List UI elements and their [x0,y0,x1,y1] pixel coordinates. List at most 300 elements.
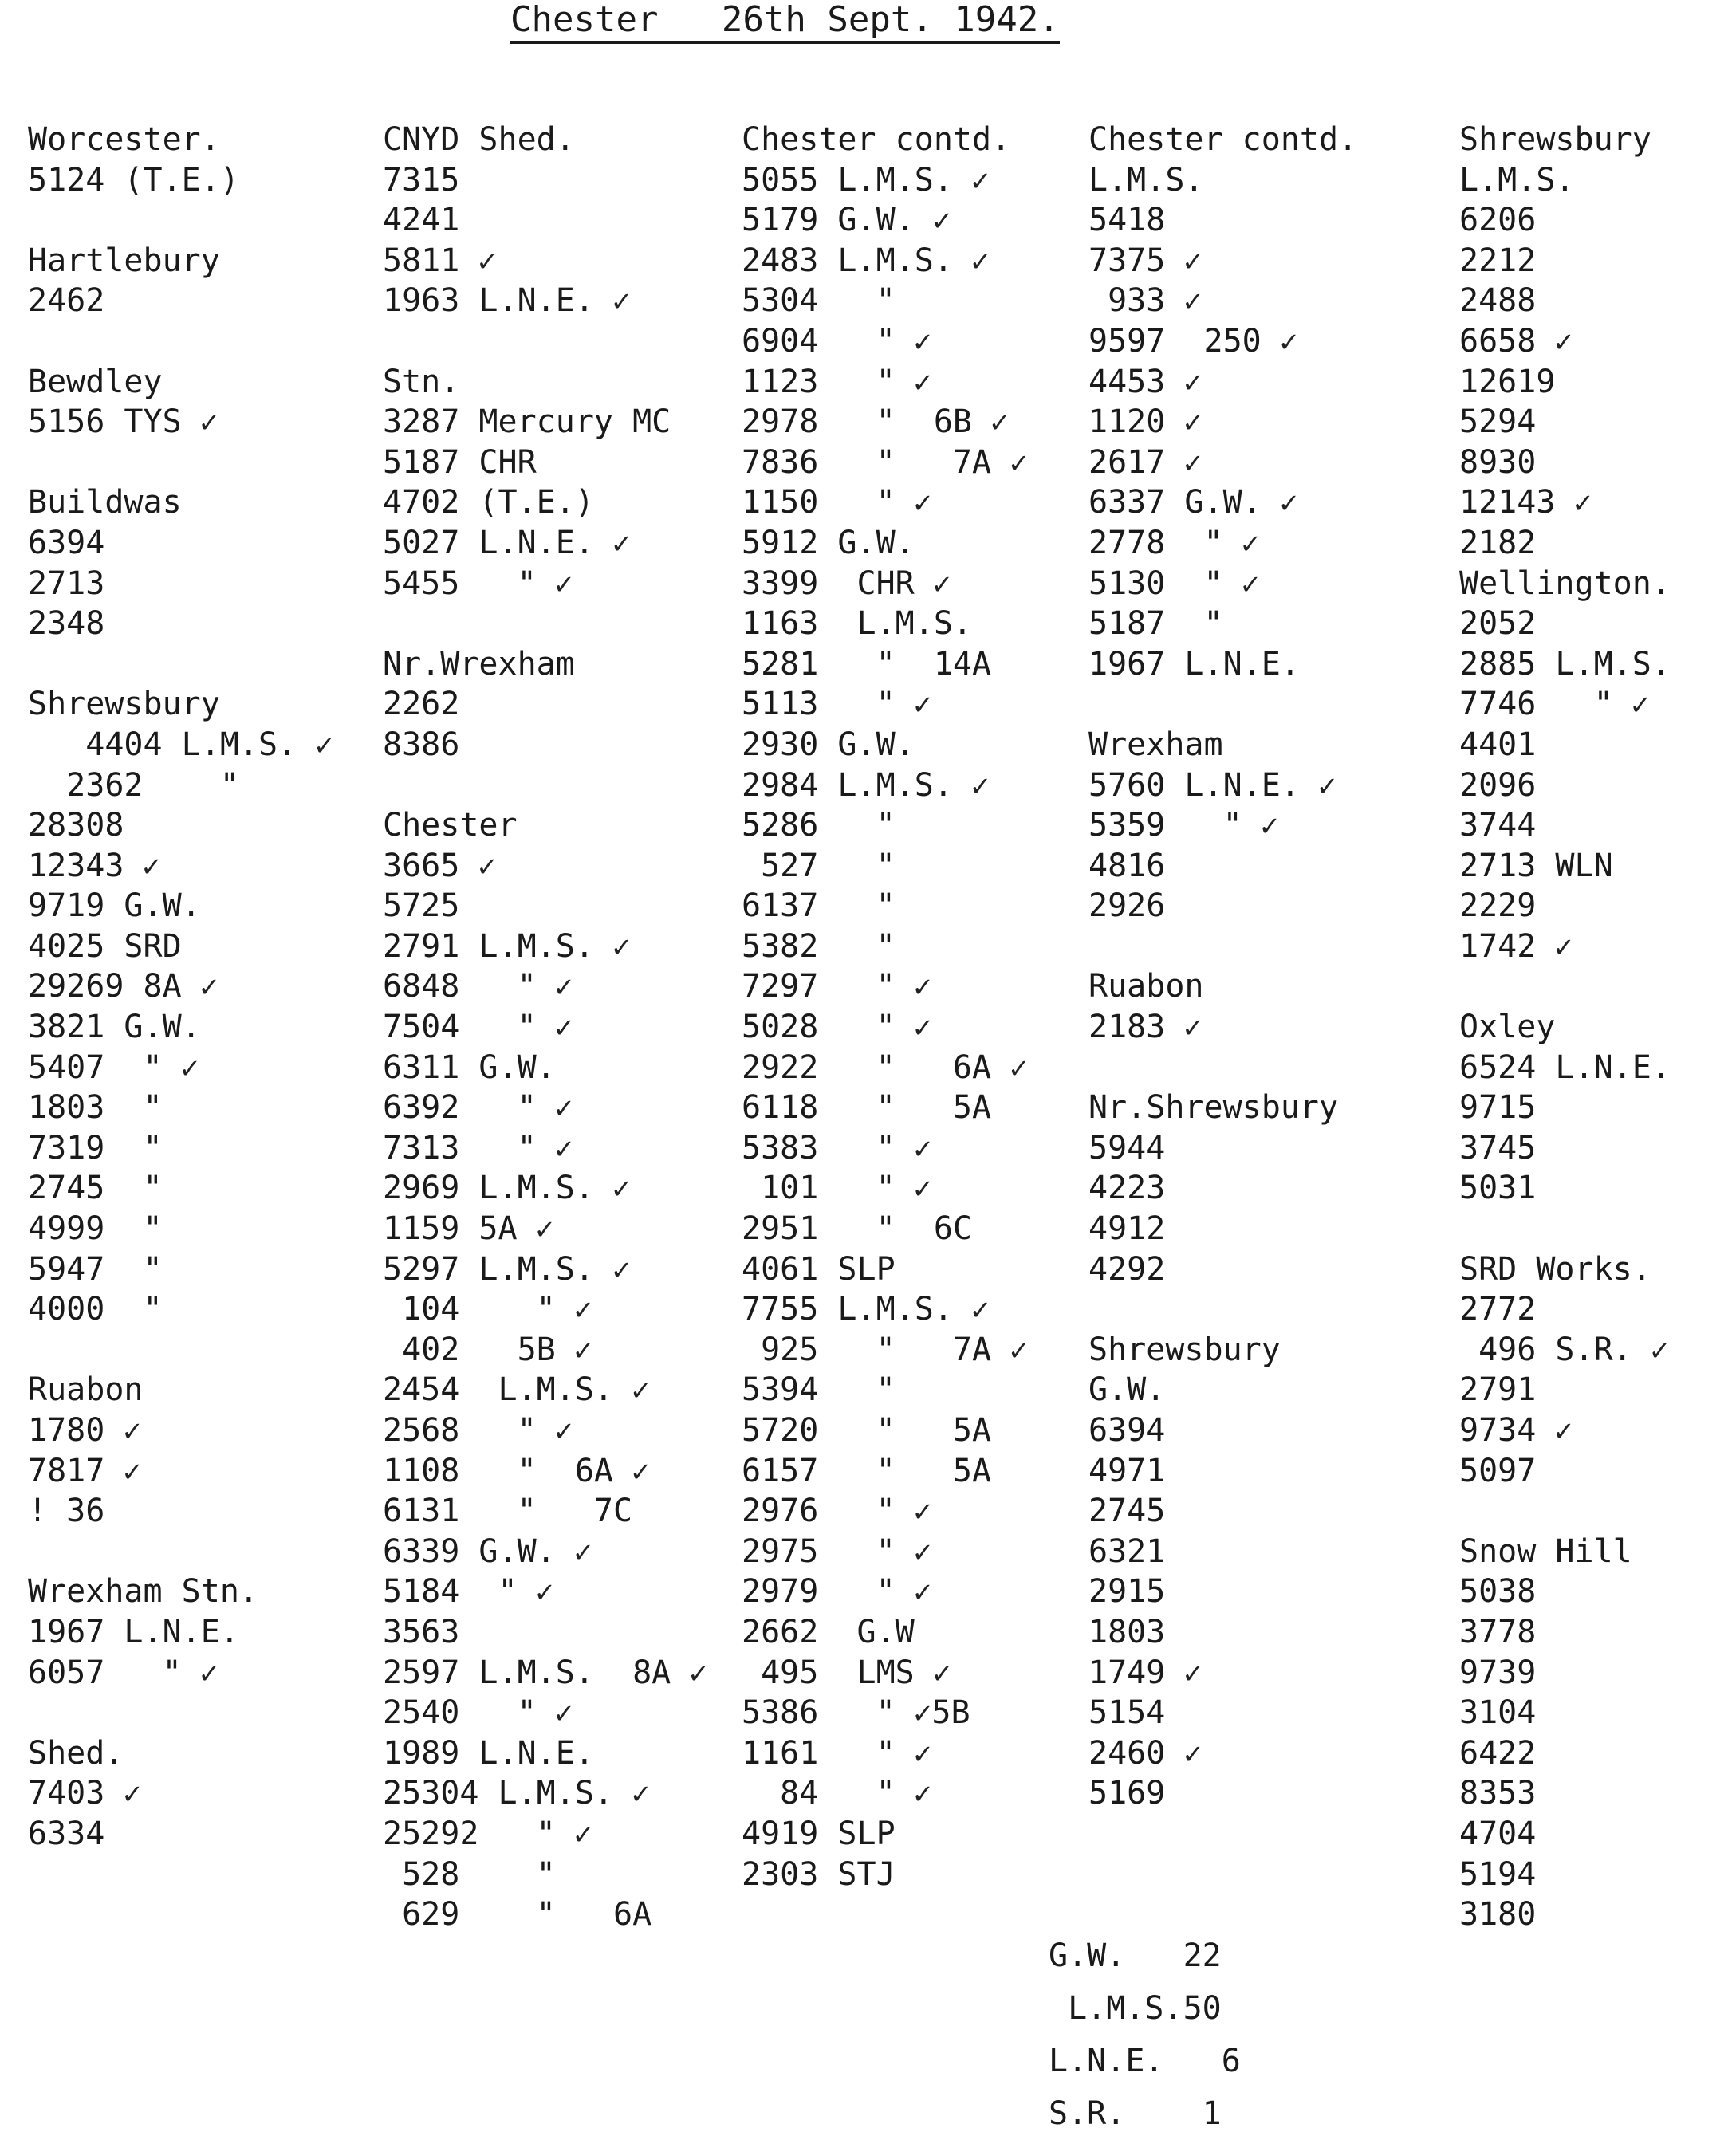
check-mark-icon: ✓ [895,1493,932,1529]
entry-line [383,160,707,201]
entry-line [383,1249,707,1290]
blank-line [1088,1048,1357,1088]
check-mark-icon: ✓ [895,1130,932,1166]
entry-text: 7755 L.M.S. [742,1291,953,1328]
entry-text: Wrexham Stn. [28,1573,258,1611]
entry-line [28,120,333,160]
entry-text: 5720 " 5A [742,1412,992,1449]
entry-line [28,846,333,887]
entry-line [1459,886,1671,926]
entry-line [1459,846,1671,887]
entry-line [383,1451,707,1492]
check-mark-icon: ✓ [895,364,932,399]
check-mark-icon: ✓ [991,1332,1028,1367]
entry-text: 5811 [383,242,460,279]
entry-line [383,966,707,1007]
entry-line [28,523,333,564]
entry-line [742,1168,1028,1209]
entry-line [742,1370,1028,1410]
entry-text: 6206 [1459,202,1537,239]
entry-text: 2778 " [1088,524,1223,561]
entry-text: 5113 " [742,686,896,723]
entry-text: Shrewsbury [1459,121,1651,158]
entry-text: 9734 [1459,1412,1537,1449]
entry-text: 1803 " [28,1089,163,1127]
entry-text: 1120 [1088,403,1166,441]
entry-line [383,1128,707,1169]
entry-text: 25304 L.M.S. [383,1775,613,1812]
blank-line [28,321,333,362]
entry-line [28,1249,333,1290]
entry-text: 6394 [1088,1412,1166,1449]
entry-text: 6339 G.W. [383,1532,556,1570]
entry-line [383,846,707,887]
entry-line [1459,604,1671,644]
entry-line [28,281,333,321]
entry-line [28,1088,333,1128]
entry-line [742,160,1028,201]
entry-line [383,1693,707,1733]
check-mark-icon: ✓ [104,1453,142,1489]
entry-line [742,1693,1028,1733]
check-mark-icon: ✓ [555,1292,592,1328]
entry-line [28,1773,333,1814]
check-mark-icon: ✓ [952,767,990,803]
check-mark-icon: ✓ [1242,808,1279,844]
entry-text: Ruabon [28,1371,144,1409]
entry-text: 2978 " 6B [742,403,972,441]
entry-line [28,160,333,201]
entry-text: 528 " [383,1855,556,1893]
entry-text: 2212 [1459,242,1537,279]
check-mark-icon: ✓ [895,1776,932,1812]
entry-line [1459,1048,1671,1088]
entry-line [1459,241,1671,281]
entry-text: 5455 " [383,565,537,602]
check-mark-icon: ✓ [536,1009,573,1045]
check-mark-icon: ✓ [536,1695,573,1731]
entry-text: 2915 [1088,1573,1166,1611]
entry-line [742,1330,1028,1371]
entry-line [1088,1612,1357,1653]
entry-line [742,1451,1028,1492]
entry-line [28,966,333,1007]
entry-text: Wellington. [1459,565,1671,602]
check-mark-icon: ✓ [895,686,932,722]
blank-line [1088,1289,1357,1330]
column-3 [742,120,1028,1894]
entry-text: 6334 [28,1815,105,1852]
blank-line [28,644,333,685]
check-mark-icon: ✓ [612,1453,650,1489]
check-mark-icon: ✓ [1165,1009,1203,1045]
entry-text: 5194 [1459,1855,1537,1893]
entry-line [742,1612,1028,1653]
entry-text: 9739 [1459,1654,1537,1691]
check-mark-icon: ✓ [895,323,932,359]
entry-text: 2182 [1459,524,1537,561]
entry-text: 2922 " 6A [742,1048,992,1086]
check-mark-icon: ✓ [895,969,932,1005]
entry-line [1088,1128,1357,1169]
entry-text: Chester [383,807,518,844]
check-mark-icon: ✓ [1299,767,1336,803]
entry-text: 2791 [1459,1371,1537,1409]
entry-text: Worcester. [28,121,220,158]
entry-text: 4704 [1459,1815,1537,1852]
entry-text: 2745 [1088,1493,1166,1530]
entry-line [28,1007,333,1048]
entry-line [1459,281,1671,321]
entry-text: 2772 [1459,1291,1537,1328]
blank-line [1088,684,1357,725]
entry-text: 6137 " [742,887,896,925]
entry-text: 5124 (T.E.) [28,161,239,199]
entry-text: 3744 [1459,807,1537,844]
column-1 [28,120,333,1855]
entry-text: 6057 " [28,1654,182,1691]
entry-line [28,684,333,725]
entry-text: 12143 [1459,484,1556,521]
entry-text: 5028 " [742,1009,896,1046]
entry-line [742,725,1028,765]
entry-text: 7375 [1088,242,1166,279]
entry-line [1088,765,1357,806]
check-mark-icon: ✓ [124,848,161,883]
entry-line [383,1773,707,1814]
entry-text: 2926 [1088,887,1166,925]
entry-line [383,725,707,765]
entry-text: S.R. 1 [1049,2095,1222,2132]
entry-line [383,362,707,403]
entry-line [1088,1088,1357,1128]
entry-line [28,1491,333,1532]
entry-text: Nr.Wrexham [383,645,575,683]
check-mark-icon: ✓ [593,283,631,319]
entry-line [1459,120,1671,160]
entry-line [742,281,1028,321]
entry-line [383,1088,707,1128]
entry-line [1088,805,1357,846]
entry-line [383,402,707,443]
check-mark-icon: ✓ [536,1090,573,1126]
entry-text: 5294 [1459,403,1537,441]
entry-line [1459,160,1671,201]
entry-line [1088,1572,1357,1612]
entry-text: 5912 G.W. [742,524,915,561]
entry-text: 84 " [742,1775,896,1812]
entry-line [28,725,333,765]
entry-line [383,1894,707,1935]
check-mark-icon: ✓ [1555,485,1592,521]
entry-line [28,604,333,644]
entry-text: 2617 [1088,443,1166,481]
entry-text: Snow Hill [1459,1532,1632,1570]
entry-line [742,1249,1028,1290]
entry-line [1459,1168,1671,1209]
entry-line [1088,482,1357,523]
entry-line [742,926,1028,967]
check-mark-icon: ✓ [104,1776,142,1812]
entry-text: 5725 [383,887,460,925]
entry-line [28,362,333,403]
entry-line [1459,1410,1671,1451]
entry-text: 402 5B [383,1331,556,1368]
entry-text: ! 36 [28,1493,105,1530]
entry-text: 5187 " [1088,605,1223,643]
entry-text: 6157 " 5A [742,1452,992,1489]
entry-text: 6118 " 5A [742,1089,992,1127]
entry-text: 1803 [1088,1613,1166,1650]
entry-line [1459,200,1671,241]
entry-text: 12343 [28,847,124,884]
entry-line [1459,684,1671,725]
entry-text: 7319 " [28,1129,163,1166]
entry-text: 2976 " [742,1493,896,1530]
entry-text: 2540 " [383,1694,537,1732]
check-mark-icon: ✓ [1632,1332,1669,1367]
check-mark-icon: ✓ [671,1654,707,1690]
entry-line [1088,443,1357,483]
entry-text: 5130 " [1088,565,1223,602]
entry-text: 5097 [1459,1452,1537,1489]
entry-text: 6904 " [742,322,896,360]
entry-text: Bewdley [28,363,163,400]
entry-text: 3665 [383,847,460,884]
entry-text: 28308 [28,807,124,844]
entry-text: L.M.S. [1088,161,1204,199]
entry-text: 1967 L.N.E. [28,1613,239,1650]
blank-line [383,321,707,362]
check-mark-icon: ✓ [104,1413,142,1448]
entry-text: Shed. [28,1734,124,1772]
entry-line [742,443,1028,483]
page-title: Chester 26th Sept. 1942. [510,0,1060,44]
entry-line [28,482,333,523]
entry-line [742,604,1028,644]
check-mark-icon: ✓ [1222,525,1260,561]
entry-line [1088,966,1357,1007]
entry-text: G.W. [1088,1371,1166,1409]
entry-line [383,1491,707,1532]
entry-text: 3399 CHR [742,565,915,602]
check-mark-icon: ✓ [181,969,218,1005]
entry-line [742,482,1028,523]
entry-text: 925 " 7A [742,1331,992,1368]
entry-line [383,281,707,321]
entry-line [1088,1693,1357,1733]
blank-line [1088,926,1357,967]
entry-text: 527 " [742,847,896,884]
entry-line [383,1855,707,1895]
entry-line [742,1410,1028,1451]
entry-text: 5407 " [28,1048,163,1086]
entry-line [1459,1814,1671,1855]
entry-line [1459,1653,1671,1694]
entry-text: Buildwas [28,484,182,521]
entry-text: Shrewsbury [1088,1331,1281,1368]
entry-line [742,120,1028,160]
entry-line [383,120,707,160]
entry-text: 7403 [28,1775,105,1812]
entry-text: 4999 " [28,1210,163,1248]
entry-line [742,805,1028,846]
check-mark-icon: ✓ [895,1533,932,1569]
entry-line [742,564,1028,604]
check-mark-icon: ✓ [1222,565,1260,601]
entry-line [383,1814,707,1855]
entry-text: 6394 [28,524,105,561]
entry-line [1459,765,1671,806]
entry-text: 6392 " [383,1089,537,1127]
blank-line [1459,1491,1671,1532]
entry-text: 1159 5A [383,1210,518,1248]
entry-line [383,1209,707,1249]
entry-text: 7817 [28,1452,105,1489]
entry-text: G.W. 22 [1049,1937,1222,1974]
check-mark-icon: ✓ [593,928,631,964]
entry-line [383,1330,707,1371]
entry-text: 5418 [1088,202,1166,239]
check-mark-icon: ✓ [1165,404,1203,440]
entry-text: 5027 L.N.E. [383,524,594,561]
entry-text: 4025 SRD [28,927,182,965]
entry-text: 1780 [28,1412,105,1449]
entry-line [1088,725,1357,765]
entry-text: 1161 " [742,1734,896,1772]
check-mark-icon: ✓ [914,565,951,601]
entry-text: 2483 L.M.S. [742,242,953,279]
entry-text: 4816 [1088,847,1166,884]
entry-line [28,926,333,967]
entry-line [1459,321,1671,362]
blank-line [28,200,333,241]
entry-text: Shrewsbury [28,686,220,723]
entry-text: 2713 WLN [1459,847,1613,884]
entry-text: 8386 [383,726,460,763]
entry-text: 12619 [1459,363,1556,400]
entry-text: 7313 " [383,1129,537,1166]
entry-line [28,1209,333,1249]
entry-text: L.N.E. 6 [1049,2043,1241,2079]
entry-text: 2975 " [742,1532,896,1570]
entry-text: 5944 [1088,1129,1166,1166]
entry-line [1459,1330,1671,1371]
entry-line [383,1410,707,1451]
entry-text: 2229 [1459,887,1537,925]
entry-text: 2745 " [28,1170,163,1207]
entry-line [1088,604,1357,644]
check-mark-icon: ✓ [1165,444,1203,480]
entry-line [383,1370,707,1410]
entry-text: 2454 L.M.S. [383,1371,613,1409]
entry-line [1088,120,1357,160]
entry-line [742,1048,1028,1088]
entry-text: 101 " [742,1170,896,1207]
entry-line [1459,1894,1671,1935]
entry-line [1459,564,1671,604]
check-mark-icon: ✓ [1536,1413,1573,1448]
check-mark-icon: ✓ [181,404,218,440]
entry-text: 7836 " 7A [742,443,992,481]
entry-text: 9719 G.W. [28,887,201,925]
entry-line [28,1168,333,1209]
entry-line [28,1128,333,1169]
entry-line [742,1653,1028,1694]
entry-line [742,321,1028,362]
entry-line [742,362,1028,403]
entry-line [28,1451,333,1492]
blank-line [1459,966,1671,1007]
entry-text: 4061 SLP [742,1250,896,1288]
entry-line [742,1209,1028,1249]
entry-text: 2951 " 6C [742,1210,972,1248]
entry-text: 5179 G.W. [742,202,915,239]
entry-text: 2979 " [742,1573,896,1611]
check-mark-icon: ✓ [459,242,497,278]
entry-line [1049,1982,1241,2035]
entry-line [1049,2035,1241,2087]
entry-text: Ruabon [1088,968,1204,1005]
entry-text: Wrexham [1088,726,1223,763]
check-mark-icon: ✓ [952,162,990,198]
check-mark-icon: ✓ [555,1332,592,1367]
check-mark-icon: ✓ [895,1170,932,1206]
check-mark-icon: ✓ [895,1695,932,1731]
entry-text: 3821 G.W. [28,1009,201,1046]
check-mark-icon: ✓ [536,565,573,601]
entry-line [383,1612,707,1653]
check-mark-icon: ✓ [1536,323,1573,359]
entry-line [1088,1209,1357,1249]
entry-text: 2885 L.M.S. [1459,645,1671,683]
entry-line [1088,1249,1357,1290]
entry-line [28,1612,333,1653]
entry-text: 2052 [1459,605,1537,643]
entry-line [742,1491,1028,1532]
entry-line [1049,1930,1241,1982]
entry-line [1049,2087,1241,2140]
entry-text: 2930 G.W. [742,726,915,763]
entry-line [742,846,1028,887]
entry-text: 2488 [1459,282,1537,320]
check-mark-icon: ✓ [1536,928,1573,964]
entry-text: Nr.Shrewsbury [1088,1089,1339,1127]
entry-line [28,1289,333,1330]
entry-text: 5055 L.M.S. [742,161,953,199]
entry-line [1459,1007,1671,1048]
entry-line [1088,402,1357,443]
entry-line [742,1088,1028,1128]
entry-line [742,1814,1028,1855]
entry-line [742,200,1028,241]
check-mark-icon: ✓ [536,1413,573,1448]
entry-line [1459,1088,1671,1128]
entry-line [28,886,333,926]
entry-text: 5304 " [742,282,896,320]
entry-line [1088,1773,1357,1814]
entry-text: Chester contd. [742,121,1011,158]
entry-text: 1989 L.N.E. [383,1734,594,1772]
entry-line [1088,241,1357,281]
entry-line [383,1007,707,1048]
entry-text: SRD Works. [1459,1250,1651,1288]
entry-text: 5386 " [742,1694,896,1732]
entry-line [742,1532,1028,1572]
entry-text: 2713 [28,565,105,602]
entry-text: 3745 [1459,1129,1537,1166]
check-mark-icon: ✓ [914,203,951,238]
